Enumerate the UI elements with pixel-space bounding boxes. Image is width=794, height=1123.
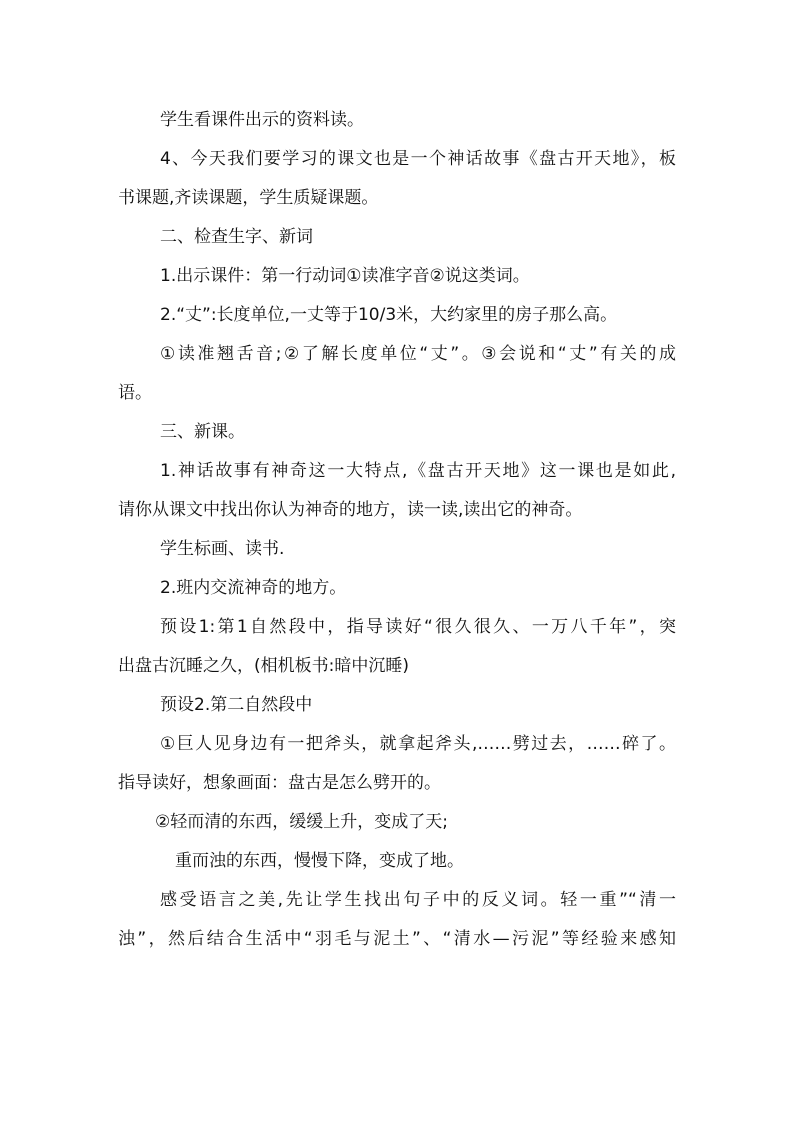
- paragraph-line-16: 预设2.第二自然段中: [160, 695, 313, 715]
- paragraph-line-7: ①读准翘舌音;②了解长度单位“丈”。③会说和“丈”有关的成: [160, 344, 676, 364]
- paragraph-line-11: 请你从课文中找出你认为神奇的地方，读一读,读出它的神奇。: [118, 500, 583, 520]
- section-heading-3: 三、新课。: [160, 422, 245, 442]
- paragraph-line-5: 1.出示课件：第一行动词①读准字音②说这类词。: [160, 266, 530, 286]
- paragraph-line-10: 1.神话故事有神奇这一大特点,《盘古开天地》这一课也是如此,: [160, 461, 676, 481]
- paragraph-line-15: 出盘古沉睡之久，(相机板书:暗中沉睡): [118, 656, 409, 676]
- paragraph-line-18: 指导读好，想象画面：盘古是怎么劈开的。: [118, 773, 441, 793]
- paragraph-line-3: 书课题,齐读课题，学生质疑课题。: [118, 188, 379, 208]
- paragraph-line-12: 学生标画、读书.: [160, 539, 285, 559]
- paragraph-line-6: 2.“丈”:长度单位,一丈等于10/3米，大约家里的房子那么高。: [160, 305, 618, 325]
- paragraph-line-8: 语。: [118, 383, 152, 403]
- paragraph-line-14: 预设1:第1自然段中，指导读好“很久很久、一万八千年”，突: [160, 617, 676, 637]
- paragraph-line-22: 浊”，然后结合生活中“羽毛与泥土”、“清水—污泥”等经验来感知: [118, 929, 676, 949]
- paragraph-line-2: 4、今天我们要学习的课文也是一个神话故事《盘古开天地》，板: [160, 149, 676, 169]
- paragraph-line-1: 学生看课件出示的资料读。: [160, 110, 364, 130]
- paragraph-line-21: 感受语言之美,先让学生找出句子中的反义词。轻一重”“清一: [160, 890, 676, 910]
- paragraph-line-20: 重而浊的东西，慢慢下降，变成了地。: [175, 851, 464, 871]
- paragraph-line-17: ①巨人见身边有一把斧头，就拿起斧头,……劈过去，……碎了。: [160, 734, 676, 754]
- paragraph-line-13: 2.班内交流神奇的地方。: [160, 578, 347, 598]
- paragraph-line-19: ②轻而清的东西，缓缓上升，变成了天;: [155, 812, 448, 832]
- section-heading-2: 二、检查生字、新词: [160, 227, 313, 247]
